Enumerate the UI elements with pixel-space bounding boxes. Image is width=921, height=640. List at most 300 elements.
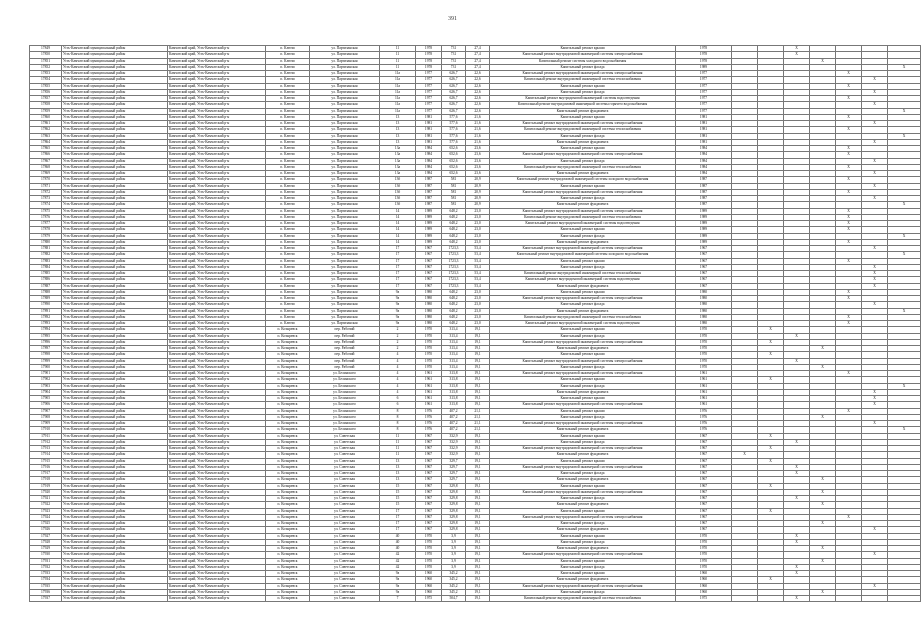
table-cell: 19,1 bbox=[466, 552, 490, 558]
table-cell: 7 bbox=[380, 596, 416, 602]
table-cell: 13а bbox=[380, 152, 416, 158]
table-cell: Камчатский край, Усть-Камчатский р-н bbox=[168, 389, 266, 395]
table-cell: 19,1 bbox=[466, 571, 490, 577]
table-cell: 1967 bbox=[416, 527, 442, 533]
table-cell: п. Ключи bbox=[266, 258, 310, 264]
table-cell: п. Ключи bbox=[266, 189, 310, 195]
table-cell: пер. Рабочий bbox=[310, 333, 380, 339]
table-cell: Усть-Камчатский муниципальный район bbox=[62, 283, 168, 289]
table-cell: 1967 bbox=[676, 496, 732, 502]
table-cell: 20,9 bbox=[466, 189, 490, 195]
table-cell: 313,4 bbox=[442, 352, 466, 358]
table-cell: 1961 bbox=[416, 389, 442, 395]
table-cell: X bbox=[888, 108, 921, 114]
table-cell: 1981 bbox=[676, 114, 732, 120]
table-cell: X bbox=[836, 321, 862, 327]
table-cell: Капитальный ремонт крыши bbox=[490, 258, 676, 264]
table-cell: 1977 bbox=[416, 96, 442, 102]
table-cell: 17865 bbox=[30, 146, 62, 152]
table-cell: 1980 bbox=[416, 296, 442, 302]
table-cell: п. Козыревск bbox=[266, 383, 310, 389]
table-cell: 1981 bbox=[676, 133, 732, 139]
table-cell: 17908 bbox=[30, 414, 62, 420]
table-cell: 731 bbox=[442, 52, 466, 58]
table-cell: 1970 bbox=[416, 358, 442, 364]
table-cell: Капитальный ремонт фасада bbox=[490, 196, 676, 202]
table-cell: 9а bbox=[380, 289, 416, 295]
table-cell: X bbox=[862, 283, 888, 289]
table-cell: п. Ключи bbox=[266, 314, 310, 320]
table-cell: 1978 bbox=[676, 46, 732, 52]
table-cell: 27,4 bbox=[466, 58, 490, 64]
table-cell: 17855 bbox=[30, 83, 62, 89]
table-cell: Камчатский край, Усть-Камчатский р-н bbox=[168, 371, 266, 377]
table-cell: Усть-Камчатский муниципальный район bbox=[62, 264, 168, 270]
table-cell: Капитальный ремонт крыши bbox=[490, 458, 676, 464]
table-cell: Камчатский край, Усть-Камчатский р-н bbox=[168, 246, 266, 252]
table-cell: 2 bbox=[380, 339, 416, 345]
table-cell: 577,6 bbox=[442, 121, 466, 127]
table-cell: 19,1 bbox=[466, 577, 490, 583]
table-cell: Камчатский край, Усть-Камчатский р-н bbox=[168, 183, 266, 189]
table-cell: Камчатский край, Усть-Камчатский р-н bbox=[168, 114, 266, 120]
table-cell: 14 bbox=[380, 233, 416, 239]
table-cell: 9а bbox=[380, 583, 416, 589]
table-cell: 21,1 bbox=[466, 421, 490, 427]
table-cell: 1989 bbox=[416, 221, 442, 227]
table-cell: Капитальный ремонт фасада bbox=[490, 496, 676, 502]
table-cell: Капитальный ремонт фундамента bbox=[490, 389, 676, 395]
table-cell: 1967 bbox=[416, 258, 442, 264]
table-cell: X bbox=[862, 264, 888, 270]
table-cell: 17889 bbox=[30, 296, 62, 302]
table-cell: X bbox=[862, 89, 888, 95]
table-cell: Усть-Камчатский муниципальный район bbox=[62, 133, 168, 139]
table-cell: 17 bbox=[380, 514, 416, 520]
table-cell: 1989 bbox=[676, 233, 732, 239]
table-cell: Камчатский край, Усть-Камчатский р-н bbox=[168, 596, 266, 602]
table-cell: 23,0 bbox=[466, 239, 490, 245]
table-cell: Капитальный ремонт внутридомовой инженерной системы теплоснабжения bbox=[490, 214, 676, 220]
table-cell: 581 bbox=[442, 196, 466, 202]
table-cell: 4 bbox=[380, 364, 416, 370]
table-cell bbox=[758, 596, 784, 602]
table-cell: 1967 bbox=[416, 452, 442, 458]
table-cell: Усть-Камчатский муниципальный район bbox=[62, 552, 168, 558]
table-cell: ул. Партизанская bbox=[310, 52, 380, 58]
table-cell: 1987 bbox=[416, 189, 442, 195]
table-cell: Камчатский край, Усть-Камчатский р-н bbox=[168, 77, 266, 83]
table-cell: Капитальный ремонт фундамента bbox=[490, 452, 676, 458]
table-cell: 19,1 bbox=[466, 546, 490, 552]
table-cell: 1961 bbox=[416, 396, 442, 402]
table-cell: Камчатский край, Усть-Камчатский р-н bbox=[168, 552, 266, 558]
table-cell: Камчатский край, Усть-Камчатский р-н bbox=[168, 358, 266, 364]
table-cell: 1980 bbox=[416, 289, 442, 295]
table-cell: ул. Советская bbox=[310, 439, 380, 445]
table-cell: 17867 bbox=[30, 158, 62, 164]
table-cell: 53,4 bbox=[466, 264, 490, 270]
table-cell: 17856 bbox=[30, 89, 62, 95]
table-cell: 9а bbox=[380, 296, 416, 302]
table-cell: 11 bbox=[380, 433, 416, 439]
table-cell: X bbox=[862, 402, 888, 408]
table-cell: 17919 bbox=[30, 483, 62, 489]
table-cell: ул. Белинского bbox=[310, 427, 380, 433]
table-cell: Камчатский край, Усть-Камчатский р-н bbox=[168, 483, 266, 489]
table-cell: Капитальный ремонт внутридомовой инженерной системы холодного водоснабжения bbox=[490, 177, 676, 183]
table-cell: 19,1 bbox=[466, 514, 490, 520]
table-cell: Камчатский край, Усть-Камчатский р-н bbox=[168, 283, 266, 289]
table-cell: 1987 bbox=[676, 189, 732, 195]
table-cell: X bbox=[758, 327, 784, 333]
table-cell: 1987 bbox=[416, 183, 442, 189]
table-cell: 17892 bbox=[30, 314, 62, 320]
table-cell: 1987 bbox=[416, 202, 442, 208]
table-cell: 648,2 bbox=[442, 214, 466, 220]
table-cell: 13 bbox=[380, 127, 416, 133]
table-cell: 2 bbox=[380, 333, 416, 339]
table-cell: 1984 bbox=[416, 146, 442, 152]
table-cell: Усть-Камчатский муниципальный район bbox=[62, 158, 168, 164]
table-cell: п. Козыревск bbox=[266, 333, 310, 339]
table-cell: Усть-Камчатский муниципальный район bbox=[62, 527, 168, 533]
table-cell: 313,8 bbox=[442, 402, 466, 408]
table-cell: Камчатский край, Усть-Камчатский р-н bbox=[168, 577, 266, 583]
table-cell: п. Ключи bbox=[266, 133, 310, 139]
table-cell: ул. Партизанская bbox=[310, 121, 380, 127]
table-cell: X bbox=[784, 46, 810, 52]
table-cell: 1977 bbox=[676, 83, 732, 89]
table-cell: 1970 bbox=[416, 533, 442, 539]
table-cell: 17879 bbox=[30, 233, 62, 239]
table-cell: X bbox=[810, 364, 836, 370]
table-cell: Усть-Камчатский муниципальный район bbox=[62, 496, 168, 502]
table-cell: 3,9 bbox=[442, 552, 466, 558]
table-cell: 17925 bbox=[30, 521, 62, 527]
table-cell: Капитальный ремонт внутридомовой инженерной системы горячего водоснабжения bbox=[490, 102, 676, 108]
table-cell: 313,8 bbox=[442, 377, 466, 383]
table-cell: п. Козыревск bbox=[266, 471, 310, 477]
table-cell: 652,6 bbox=[442, 158, 466, 164]
table-cell: 1967 bbox=[676, 502, 732, 508]
table-cell: 1984 bbox=[676, 171, 732, 177]
table-cell: Усть-Камчатский муниципальный район bbox=[62, 596, 168, 602]
table-cell: 17915 bbox=[30, 458, 62, 464]
table-cell: 11а bbox=[380, 108, 416, 114]
table-cell: 1978 bbox=[416, 46, 442, 52]
table-cell: 329,8 bbox=[442, 489, 466, 495]
table-cell: 9а bbox=[380, 308, 416, 314]
table-cell: X bbox=[784, 564, 810, 570]
table-cell: 17906 bbox=[30, 402, 62, 408]
table-cell: Усть-Камчатский муниципальный район bbox=[62, 52, 168, 58]
table-cell: Усть-Камчатский муниципальный район bbox=[62, 421, 168, 427]
table-cell: 1961 bbox=[416, 371, 442, 377]
table-cell: 13 bbox=[380, 139, 416, 145]
table-cell bbox=[862, 596, 888, 602]
table-cell: п. Ключи bbox=[266, 227, 310, 233]
table-cell: 1981 bbox=[676, 127, 732, 133]
table-cell: 23,6 bbox=[466, 171, 490, 177]
table-cell: 19,1 bbox=[466, 327, 490, 333]
table-cell: X bbox=[888, 383, 921, 389]
table-cell: Камчатский край, Усть-Камчатский р-н bbox=[168, 433, 266, 439]
table-cell: X bbox=[784, 333, 810, 339]
table-cell: ул. Партизанская bbox=[310, 271, 380, 277]
table-cell: 17877 bbox=[30, 221, 62, 227]
table-cell: 17894 bbox=[30, 327, 62, 333]
table-cell: X bbox=[758, 508, 784, 514]
table-cell: 1970 bbox=[416, 346, 442, 352]
table-cell: X bbox=[862, 527, 888, 533]
table-cell: Камчатский край, Усть-Камчатский р-н bbox=[168, 264, 266, 270]
table-cell: 17 bbox=[380, 527, 416, 533]
table-cell: ул. Партизанская bbox=[310, 46, 380, 52]
table-cell: 577,6 bbox=[442, 133, 466, 139]
table-cell: X bbox=[810, 489, 836, 495]
table-cell: Усть-Камчатский муниципальный район bbox=[62, 446, 168, 452]
table-cell: 1977 bbox=[416, 102, 442, 108]
table-cell: 1960 bbox=[416, 583, 442, 589]
table-cell: 2 bbox=[380, 346, 416, 352]
table-cell: 1967 bbox=[416, 439, 442, 445]
table-cell: X bbox=[784, 471, 810, 477]
table-cell: Усть-Камчатский муниципальный район bbox=[62, 171, 168, 177]
table-cell: Камчатский край, Усть-Камчатский р-н bbox=[168, 302, 266, 308]
table-cell: 23,6 bbox=[466, 152, 490, 158]
table-cell: 17912 bbox=[30, 439, 62, 445]
table-cell: Капитальный ремонт фасада bbox=[490, 333, 676, 339]
table-cell: ул. Партизанская bbox=[310, 177, 380, 183]
table-cell: ул. Советская bbox=[310, 464, 380, 470]
table-cell: п. Козыревск bbox=[266, 533, 310, 539]
table-cell bbox=[732, 596, 758, 602]
table-cell: Усть-Камчатский муниципальный район bbox=[62, 183, 168, 189]
table-cell: 1967 bbox=[676, 246, 732, 252]
table-cell: 19,1 bbox=[466, 483, 490, 489]
table-cell: 17920 bbox=[30, 489, 62, 495]
table-cell: ул. Партизанская bbox=[310, 196, 380, 202]
table-cell: Усть-Камчатский муниципальный район bbox=[62, 502, 168, 508]
table-cell: п. Козыревск bbox=[266, 327, 310, 333]
table-cell: 1967 bbox=[416, 502, 442, 508]
table-cell: 17935 bbox=[30, 583, 62, 589]
table-cell: X bbox=[836, 208, 862, 214]
table-cell: X bbox=[836, 371, 862, 377]
table-cell: 17901 bbox=[30, 371, 62, 377]
table-cell: 1967 bbox=[416, 264, 442, 270]
table-cell: X bbox=[888, 202, 921, 208]
table-cell: ул. Партизанская bbox=[310, 252, 380, 258]
table-cell: 648,2 bbox=[442, 227, 466, 233]
table-cell: 53,4 bbox=[466, 277, 490, 283]
table-cell: 17887 bbox=[30, 283, 62, 289]
table-cell: 8 bbox=[380, 427, 416, 433]
table-cell: 19,1 bbox=[466, 464, 490, 470]
table-cell: 17929 bbox=[30, 546, 62, 552]
table-cell: Усть-Камчатский муниципальный район bbox=[62, 383, 168, 389]
table-cell: 313,8 bbox=[442, 371, 466, 377]
table-cell: X bbox=[810, 521, 836, 527]
table-cell: 19,1 bbox=[466, 352, 490, 358]
table-cell: 19,1 bbox=[466, 489, 490, 495]
table-cell: Капитальный ремонт фундамента bbox=[490, 139, 676, 145]
table-cell: X bbox=[758, 377, 784, 383]
table-cell: Капитальный ремонт фундамента bbox=[490, 283, 676, 289]
table-cell: Капитальный ремонт фасада bbox=[490, 133, 676, 139]
table-cell: п. Козыревск bbox=[266, 558, 310, 564]
table-cell: 2 bbox=[380, 327, 416, 333]
table-cell: Усть-Камчатский муниципальный район bbox=[62, 433, 168, 439]
table-cell: 648,2 bbox=[442, 239, 466, 245]
table-cell: X bbox=[836, 146, 862, 152]
table-cell: 626,7 bbox=[442, 96, 466, 102]
table-cell: 17 bbox=[380, 283, 416, 289]
table-cell: 1980 bbox=[676, 296, 732, 302]
table-cell: Усть-Камчатский муниципальный район bbox=[62, 121, 168, 127]
table-cell: 17866 bbox=[30, 152, 62, 158]
table-cell: 407,2 bbox=[442, 421, 466, 427]
table-cell: Камчатский край, Усть-Камчатский р-н bbox=[168, 108, 266, 114]
table-cell: ул. Советская bbox=[310, 571, 380, 577]
table-cell: Капитальный ремонт фундамента bbox=[490, 171, 676, 177]
table-cell: 15 bbox=[380, 502, 416, 508]
table-cell: Усть-Камчатский муниципальный район bbox=[62, 402, 168, 408]
table-cell: 13б bbox=[380, 177, 416, 183]
table-cell: 23,0 bbox=[466, 221, 490, 227]
table-cell: 23,6 bbox=[466, 158, 490, 164]
table-cell: 4 bbox=[380, 371, 416, 377]
table-cell: 17 bbox=[380, 508, 416, 514]
table-cell: 1961 bbox=[676, 402, 732, 408]
table-cell: Усть-Камчатский муниципальный район bbox=[62, 296, 168, 302]
table-cell: X bbox=[836, 164, 862, 170]
table-cell: Камчатский край, Усть-Камчатский р-н bbox=[168, 514, 266, 520]
table-cell: 1970 bbox=[416, 564, 442, 570]
table-cell: п. Ключи bbox=[266, 202, 310, 208]
table-cell: Капитальный ремонт внутридомовой инженерной системы электроснабжения bbox=[490, 358, 676, 364]
table-cell: Камчатский край, Усть-Камчатский р-н bbox=[168, 139, 266, 145]
table-cell: 13б bbox=[380, 202, 416, 208]
table-cell: 1984 bbox=[416, 158, 442, 164]
table-cell: Капитальный ремонт фасада bbox=[490, 364, 676, 370]
table-cell: X bbox=[836, 127, 862, 133]
table-cell: Усть-Камчатский муниципальный район bbox=[62, 489, 168, 495]
table-cell: 329,8 bbox=[442, 521, 466, 527]
table-cell: Камчатский край, Усть-Камчатский р-н bbox=[168, 477, 266, 483]
table-cell: 19,1 bbox=[466, 477, 490, 483]
table-cell: 313,8 bbox=[442, 389, 466, 395]
table-cell: Капитальный ремонт внутридомовой инженерной системы электроснабжения bbox=[490, 121, 676, 127]
table-cell: 17864 bbox=[30, 139, 62, 145]
table-cell: ул. Партизанская bbox=[310, 71, 380, 77]
table-cell: X bbox=[810, 558, 836, 564]
table-cell: ул. Советская bbox=[310, 577, 380, 583]
table-cell: 1977 bbox=[416, 108, 442, 114]
table-cell: 17924 bbox=[30, 514, 62, 520]
table-cell: 1981 bbox=[676, 139, 732, 145]
table-cell: ул. Партизанская bbox=[310, 102, 380, 108]
table-cell: 1967 bbox=[676, 471, 732, 477]
table-cell: 17876 bbox=[30, 214, 62, 220]
table-cell: Капитальный ремонт внутридомовой инженерной системы электроснабжения bbox=[490, 552, 676, 558]
table-cell: Камчатский край, Усть-Камчатский р-н bbox=[168, 239, 266, 245]
table-cell: 6 bbox=[380, 402, 416, 408]
table-cell: 17850 bbox=[30, 52, 62, 58]
table-cell: Камчатский край, Усть-Камчатский р-н bbox=[168, 533, 266, 539]
table-cell bbox=[836, 596, 862, 602]
table-cell: 17 bbox=[380, 271, 416, 277]
table-cell: 329,7 bbox=[442, 477, 466, 483]
table-cell: Капитальный ремонт фасада bbox=[490, 158, 676, 164]
table-cell: Усть-Камчатский муниципальный район bbox=[62, 408, 168, 414]
table-cell: X bbox=[784, 533, 810, 539]
table-cell: Усть-Камчатский муниципальный район bbox=[62, 239, 168, 245]
table-cell: Усть-Камчатский муниципальный район bbox=[62, 127, 168, 133]
table-cell: 21,1 bbox=[466, 427, 490, 433]
table-cell: Капитальный ремонт внутридомовой инженерной системы теплоснабжения bbox=[490, 596, 676, 602]
table-cell: 17861 bbox=[30, 121, 62, 127]
table-cell: ул. Советская bbox=[310, 514, 380, 520]
table-cell: ул. Партизанская bbox=[310, 77, 380, 83]
table-cell: 8 bbox=[380, 421, 416, 427]
table-cell: Камчатский край, Усть-Камчатский р-н bbox=[168, 308, 266, 314]
table-cell: X bbox=[810, 414, 836, 420]
table-cell: Камчатский край, Усть-Камчатский р-н bbox=[168, 327, 266, 333]
table-cell: Усть-Камчатский муниципальный район bbox=[62, 514, 168, 520]
table-cell: Усть-Камчатский муниципальный район bbox=[62, 208, 168, 214]
table-cell: Капитальный ремонт внутридомовой инженерной системы электроснабжения bbox=[490, 446, 676, 452]
table-cell: 1976 bbox=[416, 421, 442, 427]
table-cell: Усть-Камчатский муниципальный район bbox=[62, 46, 168, 52]
table-cell: пер. Рабочий bbox=[310, 327, 380, 333]
table-cell: 22,6 bbox=[466, 89, 490, 95]
table-cell: 40 bbox=[380, 546, 416, 552]
table-cell: 11а bbox=[380, 96, 416, 102]
table-cell: 42 bbox=[380, 558, 416, 564]
table-cell: Усть-Камчатский муниципальный район bbox=[62, 477, 168, 483]
table-cell: пер. Рабочий bbox=[310, 346, 380, 352]
table-cell: 19,1 bbox=[466, 446, 490, 452]
table-cell: 1967 bbox=[416, 283, 442, 289]
table-cell: 19,1 bbox=[466, 458, 490, 464]
table-cell: X bbox=[784, 52, 810, 58]
table-cell: 1970 bbox=[676, 333, 732, 339]
table-cell: 13 bbox=[380, 133, 416, 139]
table-cell: Капитальный ремонт фундамента bbox=[490, 527, 676, 533]
table-cell: Усть-Камчатский муниципальный район bbox=[62, 452, 168, 458]
table-cell: X bbox=[836, 83, 862, 89]
table-cell: 1984 bbox=[676, 152, 732, 158]
table-cell: 652,6 bbox=[442, 146, 466, 152]
table-cell: 11а bbox=[380, 89, 416, 95]
table-cell: 1970 bbox=[416, 364, 442, 370]
table-cell: 1967 bbox=[416, 446, 442, 452]
table-cell: ул. Советская bbox=[310, 458, 380, 464]
table-cell: 17882 bbox=[30, 252, 62, 258]
table-cell: 17902 bbox=[30, 377, 62, 383]
table-cell: 6 bbox=[380, 396, 416, 402]
table-cell: ул. Партизанская bbox=[310, 158, 380, 164]
table-cell: 1960 bbox=[416, 571, 442, 577]
table-cell: 4 bbox=[380, 358, 416, 364]
table-cell: п. Ключи bbox=[266, 321, 310, 327]
table-cell: п. Козыревск bbox=[266, 502, 310, 508]
table-cell: п. Ключи bbox=[266, 289, 310, 295]
table-cell: ул. Партизанская bbox=[310, 202, 380, 208]
table-cell: 23,0 bbox=[466, 314, 490, 320]
